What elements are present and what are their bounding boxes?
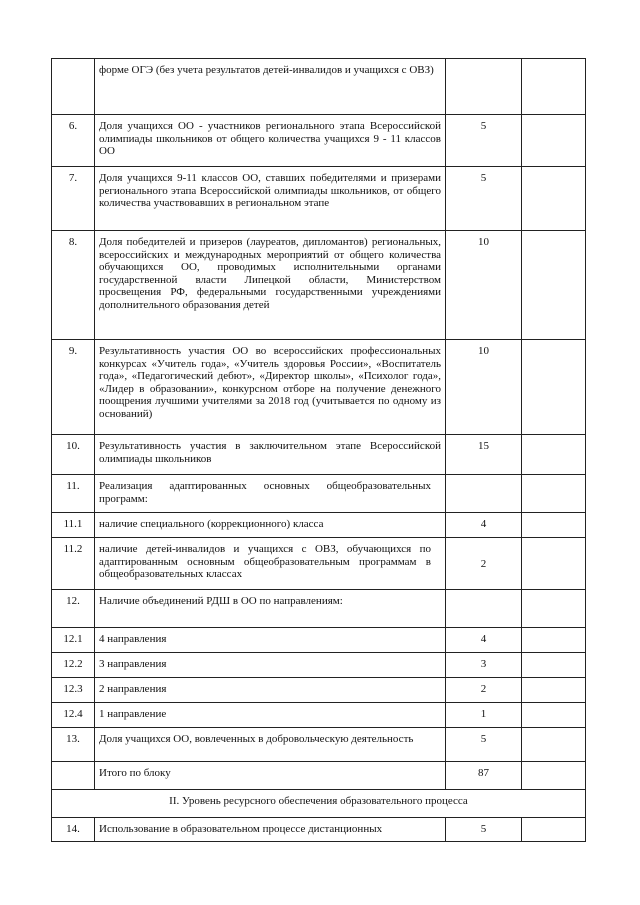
row-number: 12. (52, 590, 95, 628)
row-score: 10 (446, 340, 522, 435)
total-label: Итого по блоку (95, 762, 446, 790)
row-extra-cell (522, 435, 586, 475)
row-number: 11.1 (52, 513, 95, 538)
row-extra-cell (522, 231, 586, 340)
row-text: форме ОГЭ (без учета результатов детей-инвалидов и учащихся с ОВЗ) (95, 59, 446, 115)
row-number (52, 762, 95, 790)
row-extra-cell (522, 538, 586, 590)
row-number: 11.2 (52, 538, 95, 590)
section-heading: II. Уровень ресурсного обеспечения образовательного процесса (52, 790, 586, 818)
row-score: 5 (446, 728, 522, 762)
row-score: 2 (446, 678, 522, 703)
row-extra-cell (522, 678, 586, 703)
row-score (446, 590, 522, 628)
row-text: Доля учащихся 9-11 классов ОО, ставших победителями и призерами регионального этапа Всероссийской олимпиады школьников, от общего количества участвовавших в региональном этапе (95, 167, 446, 231)
row-score: 4 (446, 513, 522, 538)
table-row (52, 475, 586, 513)
row-number: 9. (52, 340, 95, 435)
row-extra-cell (522, 115, 586, 167)
row-number: 11. (52, 475, 95, 513)
row-extra-cell (522, 818, 586, 842)
row-number (52, 59, 95, 115)
row-number: 12.4 (52, 703, 95, 728)
section-heading-row (52, 790, 586, 818)
row-number: 6. (52, 115, 95, 167)
row-text: Использование в образовательном процессе дистанционных (95, 818, 446, 842)
row-score: 4 (446, 628, 522, 653)
row-number: 10. (52, 435, 95, 475)
row-score: 1 (446, 703, 522, 728)
row-text: Наличие объединений РДШ в ОО по направлениям: (95, 590, 446, 628)
row-extra-cell (522, 167, 586, 231)
row-text: Результативность участия ОО во всероссийских профессиональных конкурсах «Учитель года», «Учитель здоровья России», «Воспитатель года», «Педагогический дебют», «Директор школы», «Психолог года», «Лидер в образовании», конкурсном отборе на получение денежного поощрения лучшими учителями за 2018 год (учитывается по одному из оснований) (95, 340, 446, 435)
row-score: 5 (446, 818, 522, 842)
row-text: 2 направления (95, 678, 446, 703)
row-score (446, 475, 522, 513)
row-score: 5 (446, 167, 522, 231)
row-text: Результативность участия в заключительном этапе Всероссийской олимпиады школьников (95, 435, 446, 475)
row-score: 5 (446, 115, 522, 167)
table-row (52, 703, 586, 728)
criteria-table (51, 58, 586, 842)
table-row (52, 728, 586, 762)
row-extra-cell (522, 653, 586, 678)
row-score: 3 (446, 653, 522, 678)
table-row (52, 435, 586, 475)
row-extra-cell (522, 728, 586, 762)
row-score: 2 (446, 538, 522, 590)
table-row (52, 167, 586, 231)
row-number: 8. (52, 231, 95, 340)
row-text: Реализация адаптированных основных общеобразовательных программ: (95, 475, 446, 513)
row-text: наличие детей-инвалидов и учащихся с ОВЗ, обучающихся по адаптированным основным общеобразовательным программам в общеобразовательных классах (95, 538, 446, 590)
row-number: 12.2 (52, 653, 95, 678)
row-extra-cell (522, 590, 586, 628)
row-text: Доля победителей и призеров (лауреатов, дипломантов) региональных, всероссийских и международных мероприятий от общего количества обучающихся ОО, проводимых исполнительными органами государственной власти Липецкой области, Министерством просвещения РФ, федеральными государственными учреждениями дополнительного образования детей (95, 231, 446, 340)
row-text: 4 направления (95, 628, 446, 653)
row-score: 15 (446, 435, 522, 475)
table-row (52, 115, 586, 167)
table-row (52, 653, 586, 678)
table-row (52, 818, 586, 842)
table-row (52, 678, 586, 703)
total-score: 87 (446, 762, 522, 790)
row-extra-cell (522, 475, 586, 513)
row-extra-cell (522, 340, 586, 435)
row-text: Доля учащихся ОО - участников регионального этапа Всероссийской олимпиады школьников от общего количества учащихся 9 - 11 классов ОО (95, 115, 446, 167)
row-score: 10 (446, 231, 522, 340)
table-row (52, 538, 586, 590)
table-row (52, 513, 586, 538)
row-number: 7. (52, 167, 95, 231)
row-text: 1 направление (95, 703, 446, 728)
table-row (52, 628, 586, 653)
table-row (52, 590, 586, 628)
row-number: 12.3 (52, 678, 95, 703)
row-extra-cell (522, 513, 586, 538)
row-number: 13. (52, 728, 95, 762)
row-text: наличие специального (коррекционного) класса (95, 513, 446, 538)
table-row (52, 59, 586, 115)
row-extra-cell (522, 59, 586, 115)
row-number: 12.1 (52, 628, 95, 653)
table-row (52, 231, 586, 340)
row-extra-cell (522, 762, 586, 790)
row-text: 3 направления (95, 653, 446, 678)
row-score (446, 59, 522, 115)
row-number: 14. (52, 818, 95, 842)
table-row (52, 340, 586, 435)
row-extra-cell (522, 628, 586, 653)
row-text: Доля учащихся ОО, вовлеченных в добровольческую деятельность (95, 728, 446, 762)
row-extra-cell (522, 703, 586, 728)
total-row (52, 762, 586, 790)
